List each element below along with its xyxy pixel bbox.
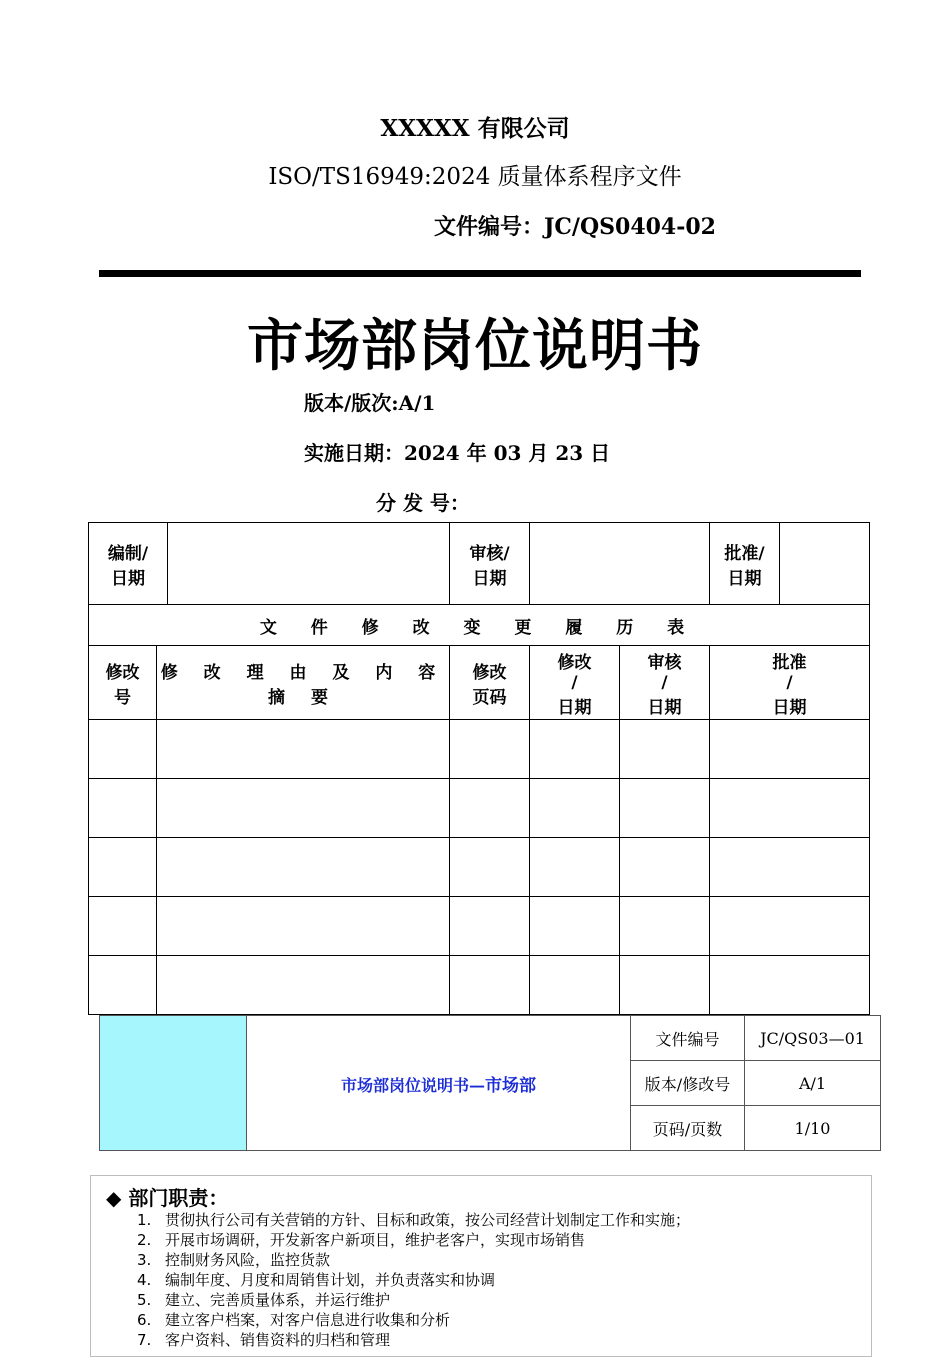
table-row — [89, 720, 870, 779]
footer-doc-no-value: JC/QS03—01 — [745, 1016, 881, 1061]
department-duties-heading: ◆ 部门职责： — [106, 1186, 229, 1210]
footer-doc-no-label: 文件编号 — [631, 1016, 745, 1061]
table-row — [89, 838, 870, 897]
document-footer-block — [99, 1015, 881, 1151]
logo-area — [100, 1016, 247, 1151]
col-reviewed-date: 审核 / 日期 — [620, 646, 710, 720]
col-approved-date: 批准 / 日期 — [710, 646, 870, 720]
approved-value — [780, 523, 870, 605]
table-row — [89, 897, 870, 956]
revision-history-title: 文 件 修 改 变 更 履 历 表 — [89, 605, 870, 646]
page-title: 市场部岗位说明书 — [247, 313, 703, 379]
list-item: 1. 贯彻执行公司有关营销的方针、目标和政策，按公司经营计划制定工作和实施； — [137, 1211, 691, 1229]
prepared-value — [168, 523, 450, 605]
col-revision-no: 修改 号 — [89, 646, 157, 720]
version-line: 版本/版次:A/1 — [304, 391, 436, 415]
footer-version-label: 版本/修改号 — [631, 1061, 745, 1106]
iso-standard-line: ISO/TS16949:2024 质量体系程序文件 — [268, 164, 682, 190]
col-modified-date: 修改 / 日期 — [530, 646, 620, 720]
effective-date-line: 实施日期：2024 年 03 月 23 日 — [304, 441, 611, 465]
list-item: 5. 建立、完善质量体系，并运行维护 — [137, 1291, 391, 1309]
prepared-label: 编制/ 日期 — [89, 523, 168, 605]
footer-page-label: 页码/页数 — [631, 1106, 745, 1151]
header-divider — [99, 270, 861, 277]
approved-label: 批准/ 日期 — [710, 523, 780, 605]
list-item: 2. 开展市场调研，开发新客户新项目，维护老客户，实现市场销售 — [137, 1231, 586, 1249]
list-item: 3. 控制财务风险，监控货款 — [137, 1251, 331, 1269]
footer-version-value: A/1 — [745, 1061, 881, 1106]
diamond-bullet-icon: ◆ — [106, 1186, 122, 1210]
list-item: 6. 建立客户档案，对客户信息进行收集和分析 — [137, 1311, 451, 1329]
table-row — [89, 779, 870, 838]
list-item: 7. 客户资料、销售资料的归档和管理 — [137, 1331, 391, 1349]
footer-page-value: 1/10 — [745, 1106, 881, 1151]
col-revision-reason: 修 改 理 由 及 内 容 摘 要 — [157, 646, 450, 720]
approval-row — [89, 523, 870, 605]
reviewed-value — [530, 523, 710, 605]
distribution-line: 分 发 号： — [376, 491, 470, 515]
reviewed-label: 审核/ 日期 — [450, 523, 530, 605]
footer-document-title: 市场部岗位说明书—市场部 — [247, 1016, 631, 1151]
revision-header-row — [89, 646, 870, 720]
list-item: 4. 编制年度、月度和周销售计划，并负责落实和协调 — [137, 1271, 496, 1289]
approval-revision-table — [88, 522, 870, 1015]
company-name: XXXXX 有限公司 — [380, 115, 570, 142]
col-revision-page: 修改 页码 — [450, 646, 530, 720]
revision-history-title-row — [89, 605, 870, 646]
department-duties-list — [137, 1210, 690, 1350]
table-row — [89, 956, 870, 1015]
document-number: 文件编号：JC/QS0404-02 — [434, 214, 716, 240]
